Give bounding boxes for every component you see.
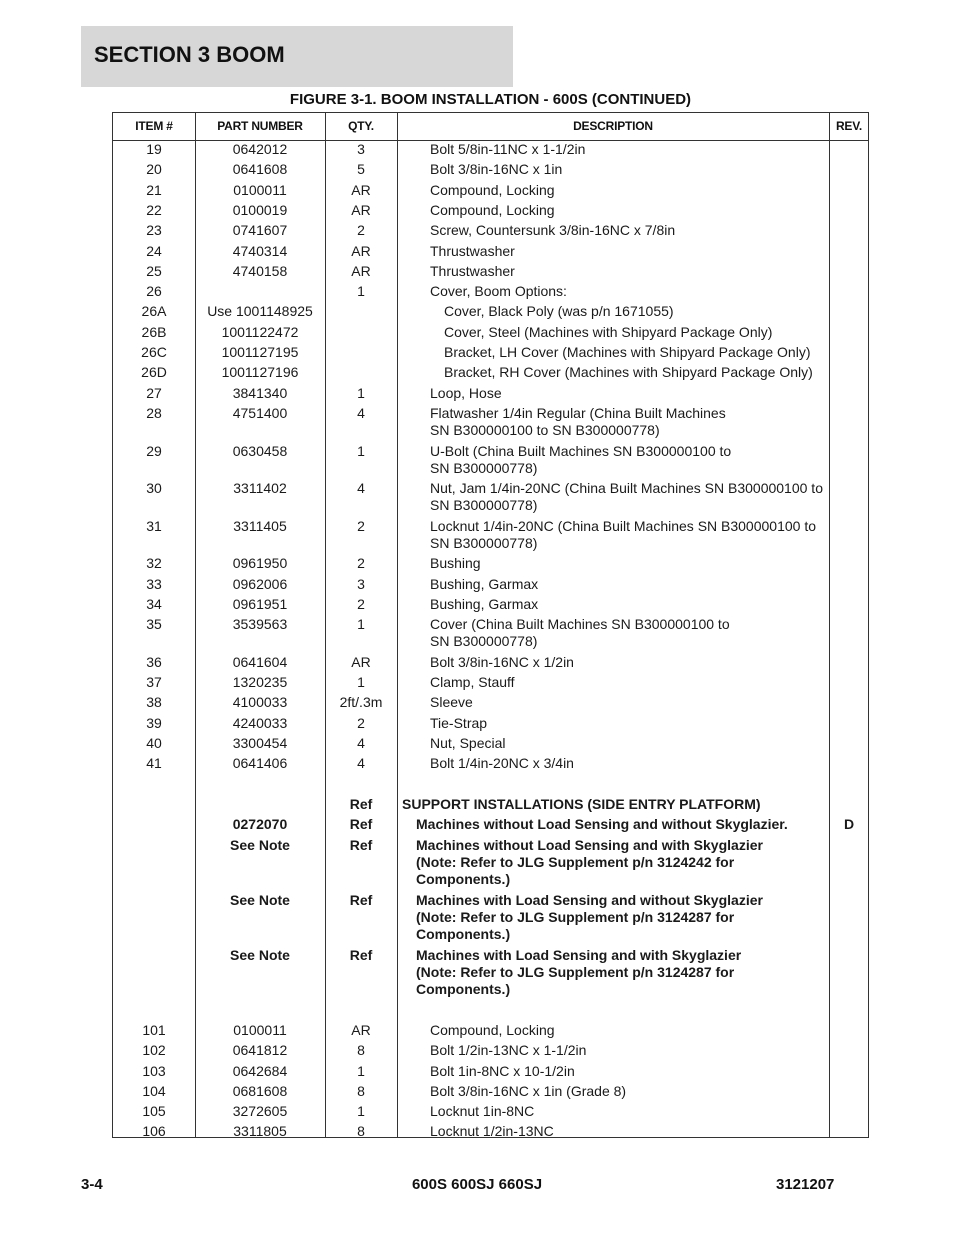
part-number-cell: 3311402: [233, 480, 287, 497]
part-number-cell: 0642684: [232, 1062, 288, 1079]
qty-cell: 2ft/.3m: [339, 694, 383, 711]
description-cell: Bracket, RH Cover (Machines with Shipyard Package Only): [444, 364, 813, 381]
part-number-cell: See Note: [230, 891, 290, 908]
item-cell: 19: [146, 141, 162, 157]
item-cell: 26: [146, 283, 162, 300]
header-rev: REV.: [835, 119, 863, 133]
description-cell: U-Bolt (China Built Machines SN B300000100 to SN B300000778): [430, 442, 732, 476]
part-number-cell: 0642012: [232, 141, 288, 157]
section-banner: [81, 26, 513, 87]
item-cell: 32: [146, 555, 162, 572]
description-cell: Machines with Load Sensing and with Skyglazier (Note: Refer to JLG Supplement p/n 3124287 for Components.): [416, 946, 742, 997]
qty-cell: AR: [351, 262, 371, 279]
part-number-cell: 1001127196: [221, 364, 299, 381]
part-number-cell: 0641608: [232, 161, 288, 178]
part-number-cell: 0641406: [232, 755, 288, 772]
part-number-cell: 0100011: [233, 181, 287, 198]
qty-cell: Ref: [349, 836, 373, 853]
description-cell: Thrustwasher: [430, 242, 515, 259]
description-cell: Locknut 1in-8NC: [430, 1103, 535, 1120]
description-cell: Bracket, LH Cover (Machines with Shipyard Package Only): [444, 344, 811, 360]
part-number-cell: 4751400: [232, 404, 288, 421]
qty-cell: AR: [351, 1021, 371, 1038]
header-description: DESCRIPTION: [573, 119, 653, 133]
qty-cell: 2: [357, 595, 365, 612]
qty-cell: 5: [357, 161, 365, 178]
part-number-cell: 0962006: [232, 575, 288, 592]
description-cell: Tie-Strap: [430, 714, 488, 731]
description-cell: Locknut 1/4in-20NC (China Built Machines SN B300000100 to SN B300000778): [430, 517, 817, 551]
description-cell: Sleeve: [430, 694, 473, 711]
qty-cell: 2: [357, 714, 365, 731]
model-list: 600S 600SJ 660SJ: [411, 1176, 543, 1193]
item-cell: 25: [146, 262, 162, 279]
item-cell: 105: [142, 1103, 166, 1120]
qty-cell: 2: [357, 222, 365, 239]
description-cell: Clamp, Stauff: [430, 674, 515, 691]
qty-cell: AR: [351, 653, 371, 670]
qty-cell: 3: [357, 575, 365, 592]
qty-cell: 1: [357, 1103, 365, 1120]
part-number-cell: 1320235: [232, 674, 288, 691]
section-title: SECTION 3 BOOM: [94, 42, 285, 67]
description-cell: Bolt 3/8in-16NC x 1/2in: [430, 653, 574, 670]
item-cell: 26D: [141, 364, 167, 381]
qty-cell: 4: [357, 404, 365, 421]
item-cell: 29: [146, 442, 162, 459]
header-item: ITEM #: [135, 119, 173, 133]
part-number-cell: See Note: [230, 836, 290, 853]
item-cell: 39: [146, 714, 162, 731]
part-number-cell: 0100019: [232, 201, 288, 218]
description-cell: Nut, Jam 1/4in-20NC (China Built Machines SN B300000100 to SN B300000778): [430, 480, 823, 514]
item-cell: 40: [146, 735, 162, 751]
description-cell: Flatwasher 1/4in Regular (China Built Machines SN B300000100 to SN B300000778): [430, 404, 726, 438]
part-number-cell: 3300454: [232, 735, 288, 751]
item-cell: 102: [142, 1042, 166, 1059]
item-cell: 34: [146, 595, 162, 612]
part-number-cell: 4240033: [232, 714, 288, 731]
item-cell: 33: [146, 575, 162, 592]
item-cell: 20: [146, 161, 162, 178]
qty-cell: 2: [357, 555, 365, 572]
qty-cell: 4: [357, 755, 365, 772]
description-cell: Screw, Countersunk 3/8in-16NC x 7/8in: [430, 222, 676, 239]
part-number-cell: 3272605: [232, 1103, 288, 1120]
item-cell: 101: [142, 1021, 166, 1038]
part-number-cell: 1001127195: [221, 344, 299, 360]
description-cell: Cover (China Built Machines SN B300000100 to SN B300000778): [430, 616, 730, 650]
part-number-cell: 0630458: [232, 442, 288, 459]
description-cell: Bolt 1/4in-20NC x 3/4in: [430, 755, 574, 772]
part-number-cell: 0641812: [232, 1042, 288, 1059]
parts-table: [112, 112, 869, 1138]
description-cell: Nut, Special: [430, 735, 506, 751]
description-cell: Cover, Boom Options:: [430, 283, 567, 300]
qty-cell: 1: [357, 384, 365, 401]
qty-cell: 1: [357, 674, 365, 691]
item-cell: 106: [142, 1123, 166, 1140]
part-number-cell: 0641604: [232, 653, 288, 670]
part-number-cell: 4740314: [232, 242, 288, 259]
description-cell: Compound, Locking: [430, 201, 555, 218]
header-part-number: PART NUMBER: [217, 119, 303, 133]
qty-cell: Ref: [349, 796, 373, 813]
item-cell: 22: [146, 201, 162, 218]
qty-cell: AR: [351, 242, 371, 259]
part-number-cell: 0100011: [233, 1021, 287, 1038]
qty-cell: 2: [357, 517, 365, 534]
part-number-cell: 4740158: [232, 262, 288, 279]
part-number-cell: Use 1001148925: [207, 303, 313, 320]
description-cell: Bolt 1/2in-13NC x 1-1/2in: [430, 1042, 587, 1059]
qty-cell: AR: [351, 201, 371, 218]
page-number: 3-4: [81, 1176, 103, 1193]
qty-cell: 8: [357, 1123, 365, 1140]
part-number-cell: 4100033: [232, 694, 288, 711]
qty-cell: Ref: [349, 891, 373, 908]
item-cell: 104: [142, 1082, 166, 1099]
item-cell: 37: [146, 674, 162, 691]
figure-title: FIGURE 3-1. BOOM INSTALLATION - 600S (CONTINUED): [289, 91, 692, 108]
item-cell: 36: [146, 653, 162, 670]
description-cell: Bolt 3/8in-16NC x 1in: [430, 161, 563, 178]
item-cell: 26B: [141, 323, 167, 340]
qty-cell: 1: [357, 1062, 365, 1079]
part-number-cell: 0961950: [232, 555, 288, 572]
qty-cell: 1: [357, 283, 365, 300]
rev-cell: D: [843, 816, 855, 833]
qty-cell: Ref: [349, 816, 373, 833]
description-cell: Bolt 3/8in-16NC x 1in (Grade 8): [430, 1082, 627, 1099]
part-number-cell: See Note: [230, 946, 290, 963]
description-cell: Machines with Load Sensing and without Skyglazier (Note: Refer to JLG Supplement p/n 3124287 for Components.): [416, 891, 763, 942]
item-cell: 38: [146, 694, 162, 711]
part-number-cell: 3311405: [233, 517, 287, 534]
column-divider: [829, 113, 830, 1137]
item-cell: 28: [146, 404, 162, 421]
qty-cell: 4: [357, 735, 365, 751]
part-number-cell: 0272070: [232, 816, 288, 833]
item-cell: 31: [146, 517, 162, 534]
part-number-cell: 0741607: [232, 222, 288, 239]
part-number-cell: 3841340: [232, 384, 288, 401]
description-cell: Cover, Steel (Machines with Shipyard Package Only): [444, 323, 773, 340]
item-cell: 24: [146, 242, 162, 259]
description-cell: Bolt 5/8in-11NC x 1-1/2in: [430, 141, 586, 157]
description-cell: Compound, Locking: [430, 1021, 555, 1038]
description-cell: Machines without Load Sensing and with Skyglazier (Note: Refer to JLG Supplement p/n 3124242 for Components.): [416, 836, 763, 887]
description-cell: Bolt 1in-8NC x 10-1/2in: [430, 1062, 575, 1079]
description-cell: Cover, Black Poly (was p/n 1671055): [444, 303, 674, 320]
description-cell: Compound, Locking: [430, 181, 555, 198]
item-cell: 41: [146, 755, 162, 772]
description-cell: Machines without Load Sensing and without Skyglazier.: [416, 816, 788, 833]
header-qty: QTY.: [348, 119, 374, 133]
description-cell: Loop, Hose: [430, 384, 502, 401]
description-cell: Locknut 1/2in-13NC: [430, 1123, 554, 1140]
qty-cell: 1: [357, 616, 365, 633]
qty-cell: 8: [357, 1042, 365, 1059]
qty-cell: AR: [351, 181, 371, 198]
item-cell: 23: [146, 222, 162, 239]
item-cell: 35: [146, 616, 162, 633]
part-number-cell: 0961951: [232, 595, 288, 612]
item-cell: 103: [142, 1062, 166, 1079]
item-cell: 26C: [141, 344, 167, 360]
description-cell: Bushing, Garmax: [430, 595, 539, 612]
description-cell: Bushing, Garmax: [430, 575, 539, 592]
description-cell: SUPPORT INSTALLATIONS (SIDE ENTRY PLATFORM): [402, 796, 761, 813]
document-number: 3121207: [776, 1176, 835, 1193]
qty-cell: 8: [357, 1082, 365, 1099]
part-number-cell: 3539563: [232, 616, 288, 633]
qty-cell: 3: [357, 141, 365, 157]
part-number-cell: 1001122472: [221, 323, 299, 340]
qty-cell: 4: [357, 480, 365, 497]
qty-cell: 1: [357, 442, 365, 459]
part-number-cell: 0681608: [232, 1082, 288, 1099]
description-cell: Bushing: [430, 555, 481, 572]
description-cell: Thrustwasher: [430, 262, 515, 279]
item-cell: 27: [146, 384, 162, 401]
item-cell: 26A: [141, 303, 167, 320]
item-cell: 30: [146, 480, 162, 497]
item-cell: 21: [146, 181, 162, 198]
part-number-cell: 3311805: [233, 1123, 287, 1140]
qty-cell: Ref: [349, 946, 373, 963]
